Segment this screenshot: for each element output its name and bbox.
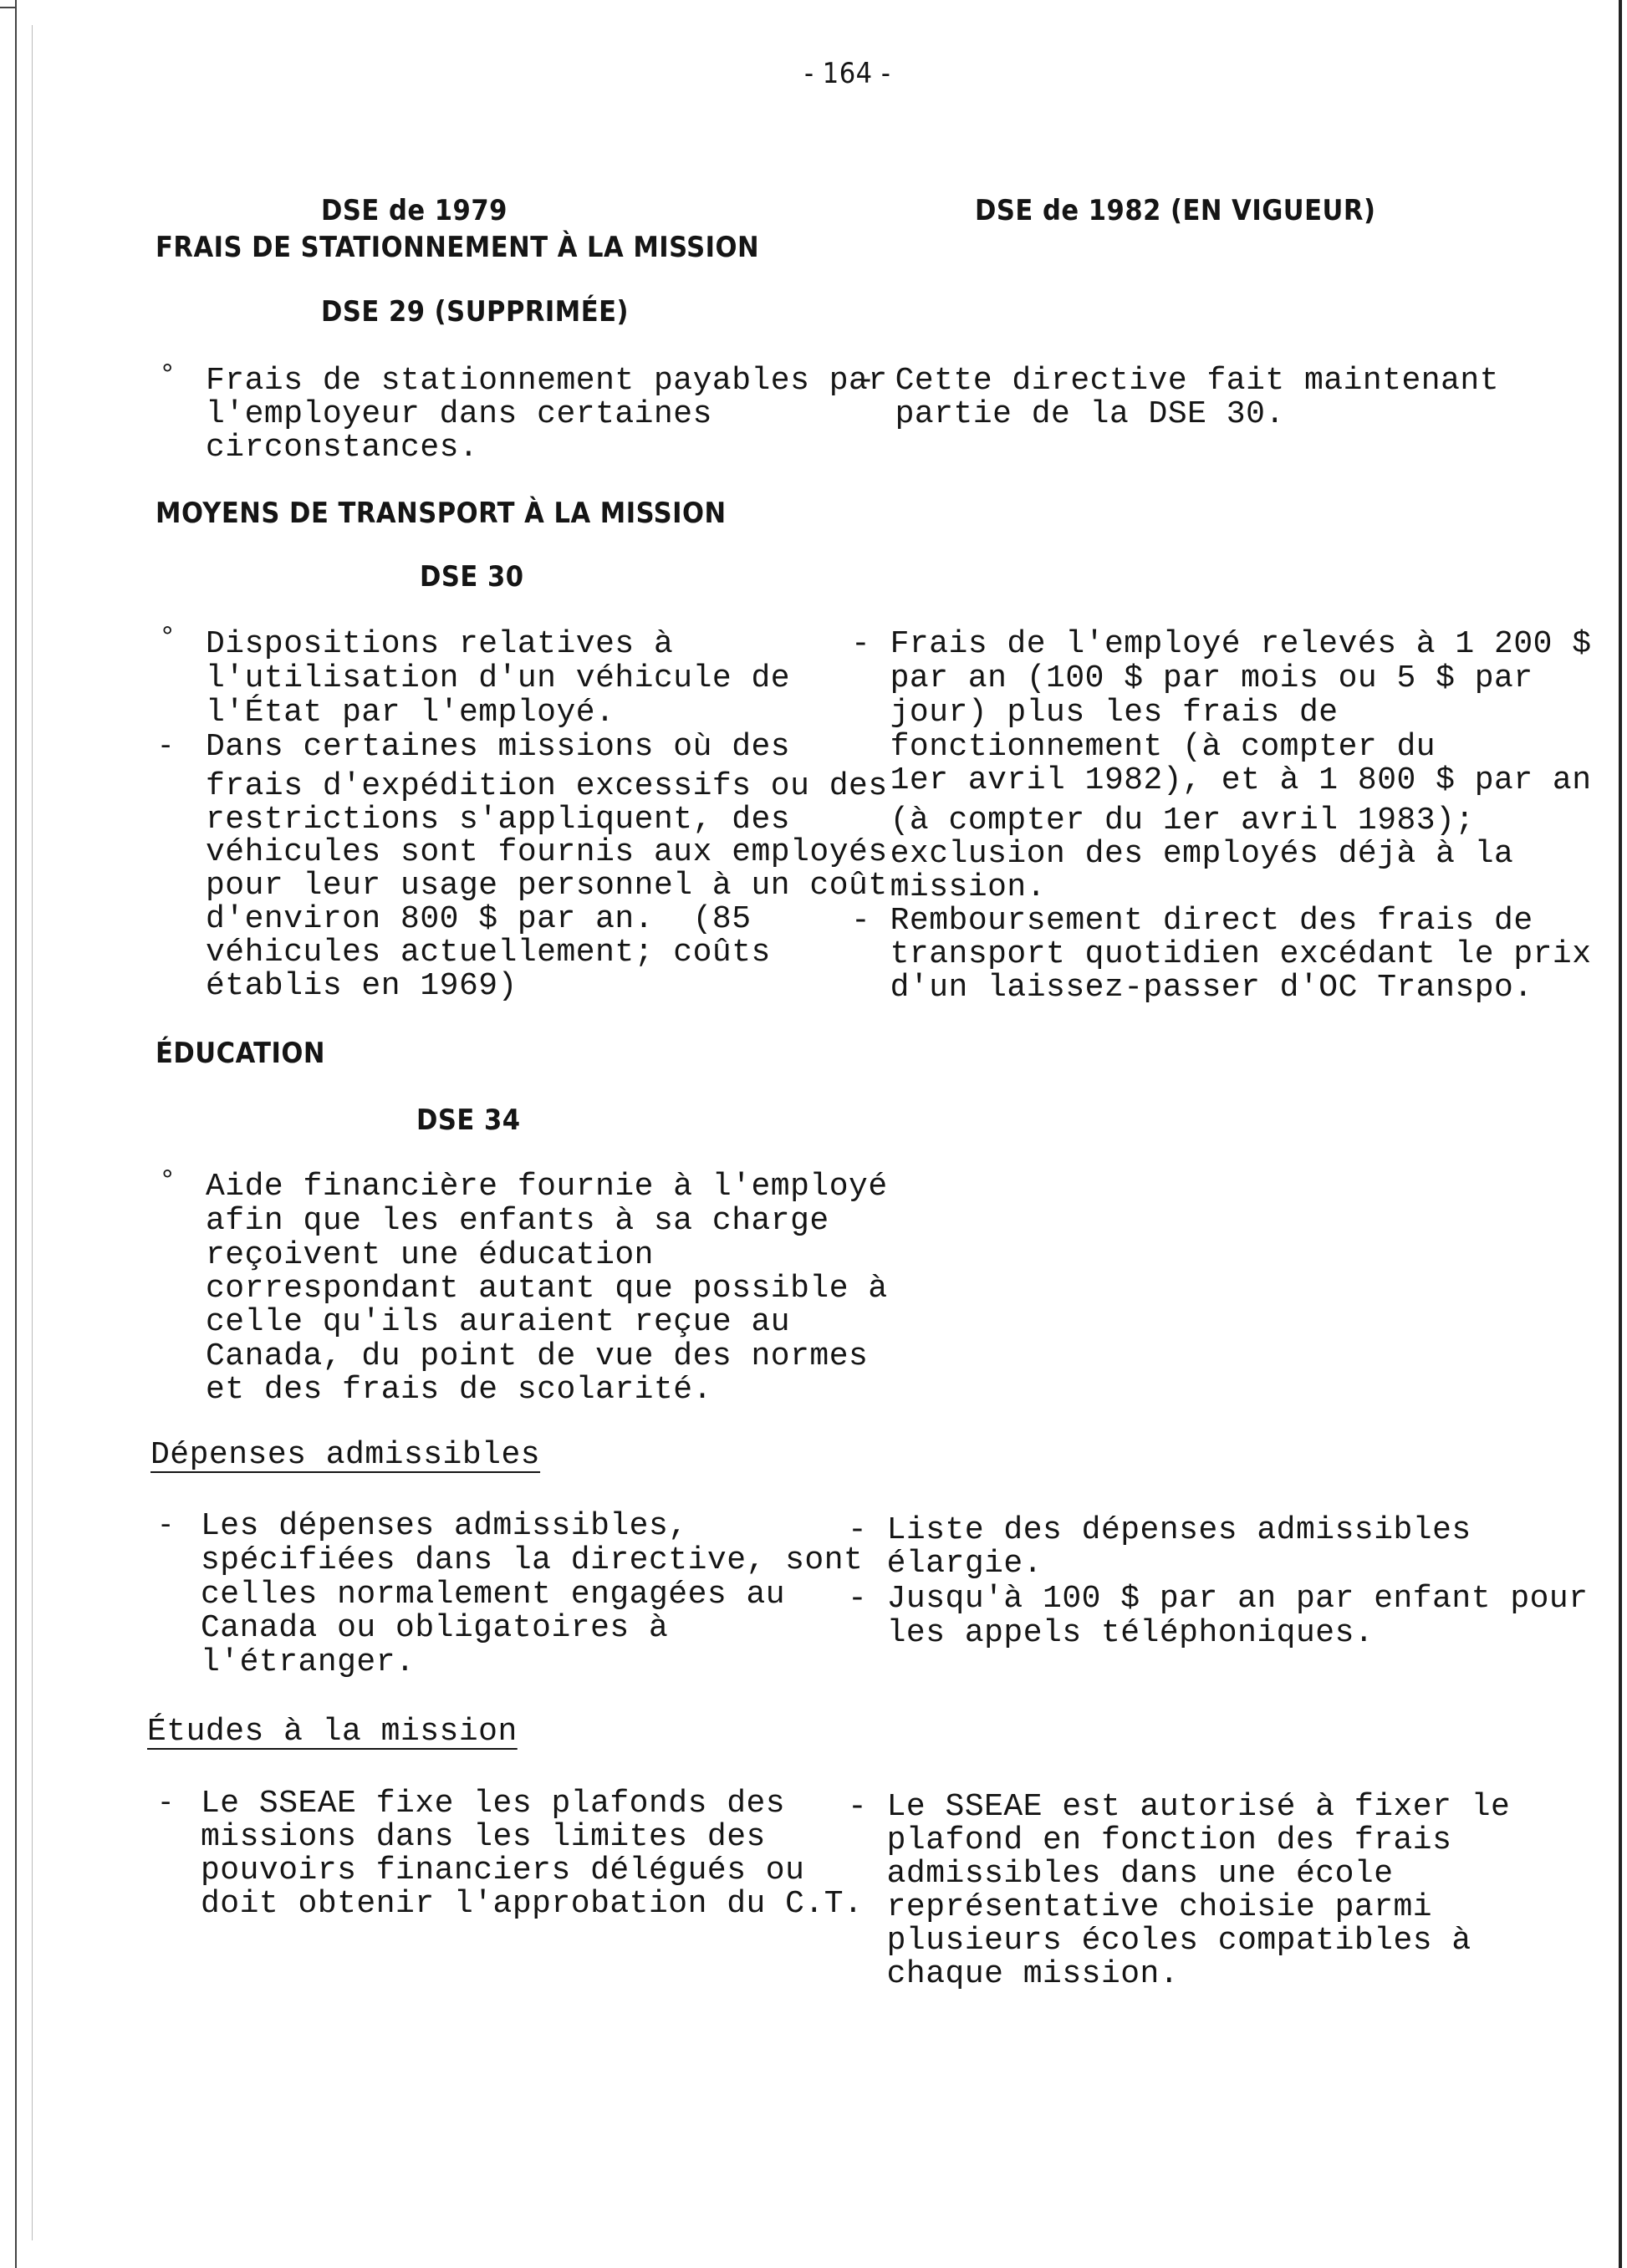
directive-dse-29: DSE 29 (SUPPRIMÉE): [321, 295, 630, 329]
transport-left-b-line: véhicules sont fournis aux employés: [206, 834, 888, 870]
studies-left-line: missions dans les limites des: [201, 1819, 766, 1855]
directive-dse-34: DSE 34: [416, 1103, 521, 1137]
transport-right-line: (à compter du 1er avril 1983);: [851, 803, 1475, 838]
bullet-marker: °: [159, 623, 176, 655]
studies-right-line: chaque mission.: [848, 1956, 1180, 1992]
transport-left-b-line: restrictions s'appliquent, des: [206, 802, 791, 838]
eligible-right-line: - Liste des dépenses admissibles: [848, 1512, 1471, 1548]
subheading-studies-at-mission: Études à la mission: [147, 1714, 518, 1750]
eligible-left-line: l'étranger.: [201, 1644, 416, 1680]
dash-marker: -: [157, 731, 175, 763]
transport-left-b-line: pour leur usage personnel à un coût: [206, 868, 888, 904]
directive-dse-30: DSE 30: [420, 560, 524, 594]
parking-left-line: Frais de stationnement payables par: [206, 363, 888, 399]
parking-right-line: - Cette directive fait maintenant: [856, 363, 1500, 399]
education-left-line: correspondant autant que possible à: [206, 1271, 888, 1307]
eligible-right-line: élargie.: [848, 1546, 1043, 1582]
education-left-line: Canada, du point de vue des normes: [206, 1338, 869, 1374]
studies-right-line: plafond en fonction des frais: [848, 1822, 1452, 1858]
transport-left-b-line: Dans certaines missions où des: [206, 729, 791, 765]
eligible-left-line: spécifiées dans la directive, sont: [201, 1542, 864, 1578]
parking-left-line: circonstances.: [206, 430, 479, 466]
scan-edge-left: [15, 0, 17, 2268]
scan-edge-left-faint: [32, 25, 33, 2240]
section-heading-parking: FRAIS DE STATIONNEMENT À LA MISSION: [156, 231, 760, 264]
dash-marker: -: [157, 1511, 175, 1542]
scan-mark: [0, 7, 17, 8]
eligible-left-line: celles normalement engagées au: [201, 1577, 786, 1613]
studies-left-line: Le SSEAE fixe les plafonds des: [201, 1786, 786, 1822]
studies-right-line: - Le SSEAE est autorisé à fixer le: [848, 1789, 1511, 1825]
parking-left-line: l'employeur dans certaines: [206, 396, 712, 432]
education-left-line: celle qu'ils auraient reçue au: [206, 1304, 791, 1340]
eligible-right-line: les appels téléphoniques.: [848, 1615, 1375, 1651]
section-heading-education: ÉDUCATION: [156, 1037, 325, 1070]
transport-right-line: jour) plus les frais de: [851, 695, 1339, 731]
bullet-marker: °: [159, 360, 176, 392]
transport-left-a-line: l'utilisation d'un véhicule de: [206, 660, 791, 696]
transport-right-line: - Frais de l'employé relevés à 1 200 $: [851, 626, 1592, 662]
eligible-left-line: Canada ou obligatoires à: [201, 1610, 669, 1646]
dash-marker: -: [157, 1788, 175, 1820]
transport-right-line: - Remboursement direct des frais de: [851, 903, 1533, 939]
education-left-line: reçoivent une éducation: [206, 1237, 654, 1273]
left-column-title: DSE de 1979: [321, 194, 507, 227]
subheading-eligible-expenses: Dépenses admissibles: [150, 1437, 541, 1473]
education-left-line: et des frais de scolarité.: [206, 1372, 712, 1408]
education-left-line: afin que les enfants à sa charge: [206, 1203, 829, 1239]
transport-right-line: 1er avril 1982), et à 1 800 $ par an: [851, 762, 1592, 798]
education-left-line: Aide financière fournie à l'employé: [206, 1169, 888, 1205]
page-number: - 164 -: [804, 57, 891, 90]
studies-right-line: admissibles dans une école: [848, 1856, 1394, 1892]
transport-left-b-line: établis en 1969): [206, 968, 518, 1004]
transport-right-line: mission.: [851, 869, 1047, 905]
studies-right-line: représentative choisie parmi: [848, 1889, 1433, 1925]
transport-left-b-line: d'environ 800 $ par an. (85: [206, 901, 752, 937]
parking-right-line: partie de la DSE 30.: [856, 396, 1285, 432]
bullet-marker: °: [159, 1166, 176, 1198]
transport-left-b-line: véhicules actuellement; coûts: [206, 935, 771, 971]
transport-right-line: d'un laissez-passer d'OC Transpo.: [851, 970, 1533, 1006]
transport-right-line: fonctionnement (à compter du: [851, 729, 1436, 765]
transport-left-a-line: Dispositions relatives à: [206, 626, 674, 662]
transport-right-line: exclusion des employés déjà à la: [851, 836, 1514, 872]
transport-left-a-line: l'État par l'employé.: [206, 695, 615, 731]
scan-edge-right: [1619, 0, 1622, 2268]
transport-left-b-line: frais d'expédition excessifs ou des: [206, 768, 888, 804]
right-column-title: DSE de 1982 (EN VIGUEUR): [975, 194, 1376, 227]
studies-left-line: doit obtenir l'approbation du C.T.: [201, 1886, 864, 1922]
eligible-right-line: - Jusqu'à 100 $ par an par enfant pour: [848, 1581, 1589, 1617]
transport-right-line: par an (100 $ par mois ou 5 $ par: [851, 660, 1533, 696]
transport-right-line: transport quotidien excédant le prix: [851, 936, 1592, 972]
studies-left-line: pouvoirs financiers délégués ou: [201, 1853, 805, 1888]
eligible-left-line: Les dépenses admissibles,: [201, 1508, 688, 1544]
section-heading-transport: MOYENS DE TRANSPORT À LA MISSION: [156, 497, 727, 530]
studies-right-line: plusieurs écoles compatibles à: [848, 1923, 1471, 1959]
